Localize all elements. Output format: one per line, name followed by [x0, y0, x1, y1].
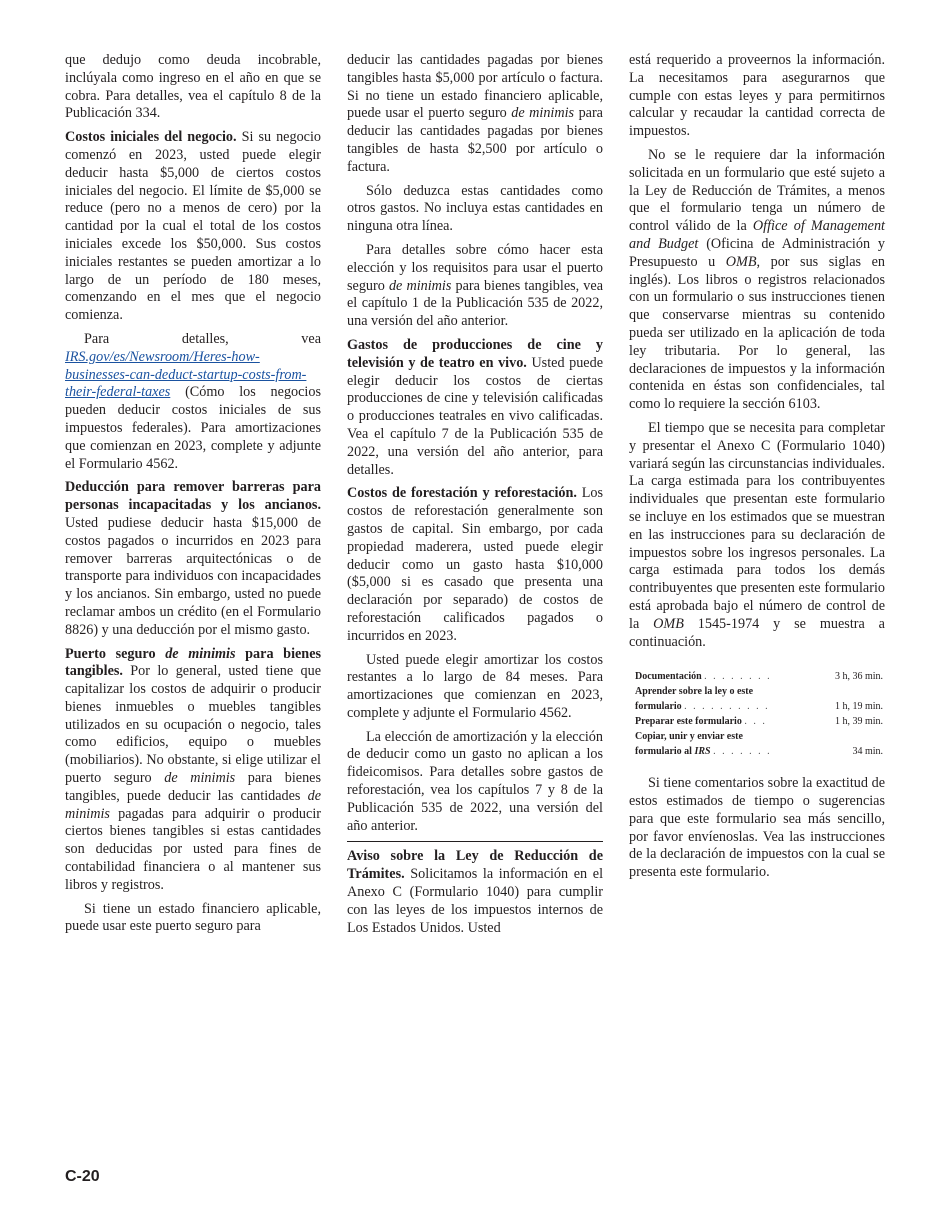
film-production-body: Usted puede elegir deducir los costos de ciertas producciones de cine y televisión calificadas o producciones teatrales en vivo calificadas. Vea el capítulo 7 de la Publicación 535 de 2022, una versión del año anterior, para detalles.	[347, 354, 603, 478]
startup-costs-paragraph	[65, 129, 321, 325]
election-trusts-paragraph: La elección de amortización y la elección de deducir como un gasto no aplican a los fideicomisos. Para detalles sobre gastos de reforestación, vea los capítulos 7 y 8 de la Publicación 535 de 2022, una versión del año anterior.	[347, 728, 603, 834]
paperwork-notice-body: Solicitamos la información en el Anexo C (Formulario 1040) para cumplir con las leyes de los impuestos internos de Los Estados Unidos. Usted	[347, 866, 604, 936]
safe-harbor-heading: Puerto seguro de minimis para bienes tangibles.	[65, 645, 322, 680]
details-text: Para detalles, vea	[84, 330, 321, 347]
bad-debt-paragraph: que dedujo como deuda incobrable, inclúyala como ingreso en el año en que se cobra. Para detalles, vea el capítulo 8 de la Publicación 334.	[65, 52, 321, 122]
omb-control-paragraph: No se le requiere dar la información solicitada en un formulario que esté sujeto a la Ley de Reducción de Trámites, a menos que el formulario tenga un número de control válido de la Office of Management and Budget (Oficina de Administración y Presupuesto u OMB, por sus siglas en inglés). Los libros o registros relacionados con un formulario o sus instrucciones tienen que conservarse mientras su contenido pueda ser utilizado en la aplicación de toda ley tributaria. Por lo general, las declaraciones de impuestos y la información contenida en éstas son confidenciales, tal como lo requiere la sección 6103.	[629, 146, 885, 413]
column-3	[629, 52, 885, 888]
barriers-paragraph	[65, 479, 321, 639]
burden-value: 3 h, 36 min.	[834, 671, 883, 683]
column-2	[347, 52, 603, 943]
reforestation-heading: Costos de forestación y reforestación.	[347, 485, 577, 502]
page-number: C-20	[65, 1168, 100, 1185]
safe-harbor-paragraph: Puerto seguro de minimis para bienes tangibles. Por lo general, usted tiene que capitalizar los costos de adquirir o producir bienes inmuebles o muebles tangibles utilizados en su ocupación o negocio, tales como edificios, equipo o muebles (mobiliarios). No obstante, si elige utilizar el puerto seguro de minimis para bienes tangibles, puede deducir las cantidades de minimis pagadas para adquirir o producir ciertos bienes tangibles si estas cantidades son deducidas por usted para fines de contabilidad financiera o al mantener sus libros y registros.	[65, 645, 322, 893]
burden-label: Copiar, unir y enviar este	[635, 731, 743, 743]
burden-value: 34 min.	[852, 746, 883, 758]
burden-label: formulario	[635, 701, 682, 713]
barriers-body: Usted pudiese deducir hasta $15,000 de costos pagados o incurridos en 2023 para remover barreras arquitectónicas o de transporte para individuos con incapacidades y los ancianos. Sin embargo, usted no puede reclamar ambos un crédito (en el Formulario 8826) y una deducción por el mismo gasto.	[65, 514, 321, 638]
burden-label: Documentación	[635, 671, 702, 683]
section-divider	[347, 841, 603, 842]
safe-harbor-continued-paragraph: deducir las cantidades pagadas por bienes tangibles hasta $5,000 por artículo o factura. Si no tiene un estado financiero aplicable, puede usar el puerto seguro de minimis para deducir las cantidades pagadas por bienes tangibles de hasta $2,500 por artículo o factura.	[347, 52, 603, 175]
amortization-paragraph: Usted puede elegir amortizar los costos restantes a lo largo de 84 meses. Para amortizaciones que comienzan en 2023, complete y adjunte el Formulario 4562.	[347, 651, 603, 721]
column-1	[65, 52, 321, 942]
paperwork-continued-paragraph: está requerido a proveernos la información. La necesitamos para asegurarnos que cumple con estas leyes y para permitirnos calcular y recaudar la cantidad correcta de impuestos.	[629, 52, 885, 140]
reforestation-paragraph	[347, 485, 603, 645]
other-expenses-paragraph: Sólo deduzca estas cantidades como otros gastos. No incluya estas cantidades en ninguna otra línea.	[347, 182, 603, 235]
burden-value: 1 h, 39 min.	[834, 716, 883, 728]
startup-costs-heading: Costos iniciales del negocio.	[65, 129, 237, 146]
table-row: Preparar este formulario . . . 1 h, 39 min.	[635, 716, 883, 728]
table-row: Aprender sobre la ley o este formulario . . . . . . . . . . 1 h, 19 min.	[635, 686, 883, 713]
burden-value: 1 h, 19 min.	[834, 701, 883, 713]
startup-details-paragraph	[65, 331, 321, 473]
paperwork-notice-heading: Aviso sobre la Ley de Reducción de Trámites.	[347, 848, 603, 883]
startup-costs-link[interactable]: IRS.gov/es/Newsroom/Heres-how-businesses-can-deduct-startup-costs-from-their-federal-taxes	[65, 348, 307, 401]
film-production-heading: Gastos de producciones de cine y televisión y de teatro en vivo.	[347, 336, 603, 371]
burden-label: Aprender sobre la ley o este	[635, 686, 754, 698]
film-production-paragraph	[347, 337, 603, 479]
time-estimate-paragraph: El tiempo que se necesita para completar y presentar el Anexo C (Formulario 1040) variará según las circunstancias individuales. La carga estimada para los contribuyentes individuales que presentan este formulario se incluye en los estimados que se muestran en las instrucciones para su declaración de impuestos sobre los ingresos personales. La carga estimada para todos los demás contribuyentes que presenten este formulario está aprobada bajo el número de control de la OMB 1545-1974 y se muestra a continuación.	[629, 419, 885, 650]
paperwork-notice-paragraph	[347, 848, 603, 937]
table-row: Copiar, unir y enviar este formulario al IRS . . . . . . . 34 min.	[635, 731, 883, 758]
comments-paragraph: Si tiene comentarios sobre la exactitud de estos estimados de tiempo o sugerencias para que este formulario sea más sencillo, por favor envíenoslas. Vea las instrucciones de la declaración de impuestos con la cual se presenta este formulario.	[629, 775, 885, 881]
election-details-paragraph: Para detalles sobre cómo hacer esta elección y los requisitos para usar el puerto seguro de minimis para bienes tangibles, vea el capítulo 1 de la Publicación 535 de 2022, una versión del año anterior.	[347, 241, 603, 330]
burden-label: Preparar este formulario	[635, 716, 742, 728]
table-row: Documentación . . . . . . . . 3 h, 36 min.	[635, 671, 883, 683]
barriers-heading: Deducción para remover barreras para personas incapacitadas y los ancianos.	[65, 479, 321, 514]
reforestation-body: Los costos de reforestación generalmente son gastos de capital. Sin embargo, por cada propiedad maderera, usted puede elegir deducir como un gasto hasta $10,000 ($5,000 si es casado que presenta una declaración por separado) de costos de reforestación calificados pagados o incurridos en 2023.	[347, 485, 603, 644]
details-text-post: (Cómo los negocios pueden deducir costos iniciales de sus impuestos federales). Para amortizaciones que comienzan en 2023, complete y adjunte el Formulario 4562.	[65, 384, 321, 472]
startup-costs-body: Si su negocio comenzó en 2023, usted puede elegir deducir hasta $5,000 de ciertos costos iniciales del negocio. El límite de $5,000 se reduce (pero no a menos de cero) por la cantidad por la cual el total de los costos iniciales excede los $50,000. Sus costos iniciales restantes se pueden amortizar a lo largo de un período de 180 meses, comenzando en el mes que el negocio comienza.	[65, 129, 321, 324]
burden-label: formulario al	[635, 746, 695, 758]
financial-statement-paragraph: Si tiene un estado financiero aplicable, puede usar este puerto seguro para	[65, 900, 321, 935]
burden-table	[635, 669, 883, 759]
